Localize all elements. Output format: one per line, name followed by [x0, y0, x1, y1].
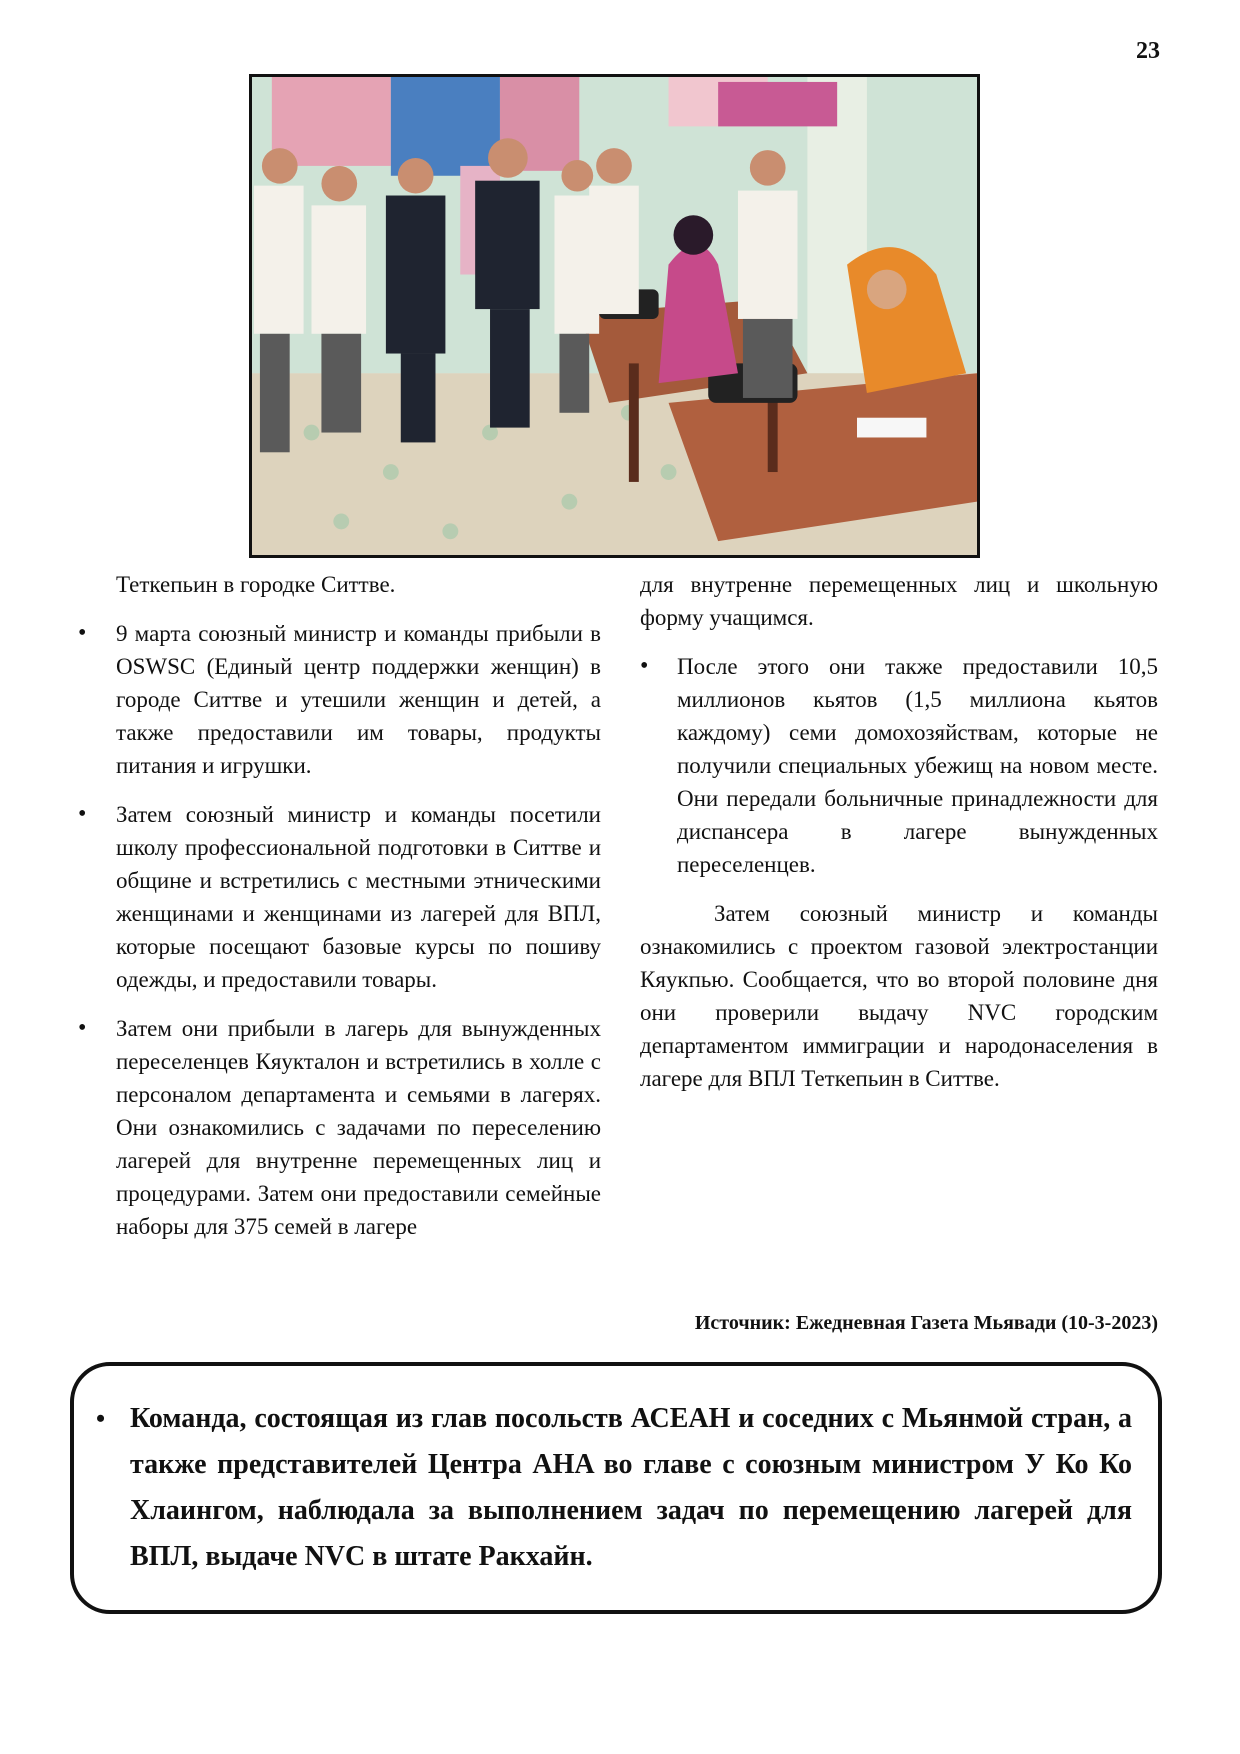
highlight-text: • Команда, состоящая из глав посольств АСЕАН и соседних с Мьянмой стран, а также представителей Центра AHA во главе с союзным министром У Ко Ко Хлаингом, наблюдала за выполнением задач по перемещению лагерей для ВПЛ, выдаче NVC в штате Ракхайн.: [130, 1396, 1132, 1580]
page-number: 23: [1136, 38, 1160, 64]
bullet-list: [640, 650, 1158, 881]
list-item: • Затем они прибыли в лагерь для вынужденных переселенцев Кяукталон и встретились в холле с персоналом департамента и семьями в лагерях. Они ознакомились с задачами по переселению лагерей для внутренне перемещенных лиц и процедурами. Затем они предоставили семейные наборы для 375 семей в лагере: [116, 1012, 601, 1243]
bullet-list: [116, 617, 601, 1243]
right-column: [640, 568, 1158, 1095]
list-item: • После этого они также предоставили 10,5 миллионов кьятов (1,5 миллиона кьятов каждому) семи домохозяйствам, которые не получили специальных убежищ на новом месте. Они передали больничные принадлежности для диспансера в лагере вынужденных переселенцев.: [640, 650, 1158, 881]
continued-paragraph: Теткепьин в городке Ситтве.: [116, 572, 396, 597]
highlight-box: [70, 1362, 1162, 1614]
source-credit: Источник: Ежедневная Газета Мьявади (10-3-2023): [694, 1312, 1158, 1334]
left-column: [116, 568, 601, 1243]
photo-sewing-workshop-visit-icon: [252, 77, 977, 555]
body-paragraph: Затем союзный министр и команды ознакомились с проектом газовой электростанции Кяукпью. Сообщается, что во второй половине дня они проверили выдачу NVC городским департаментом иммиграции и народонаселения в лагере для ВПЛ Теткепьин в Ситтве.: [640, 901, 1158, 1091]
news-photo: [249, 74, 980, 558]
list-item: • 9 марта союзный министр и команды прибыли в OSWSC (Единый центр поддержки женщин) в городе Ситтве и утешили женщин и детей, а также предоставили им товары, продукты питания и игрушки.: [116, 617, 601, 782]
list-item: • Затем союзный министр и команды посетили школу профессиональной подготовки в Ситтве и общине и встретились с местными этническими женщинами и женщинами из лагерей для ВПЛ, которые посещают базовые курсы по пошиву одежды, и предоставили товары.: [116, 798, 601, 996]
continued-paragraph: для внутренне перемещенных лиц и школьную форму учащимся.: [640, 572, 1158, 630]
